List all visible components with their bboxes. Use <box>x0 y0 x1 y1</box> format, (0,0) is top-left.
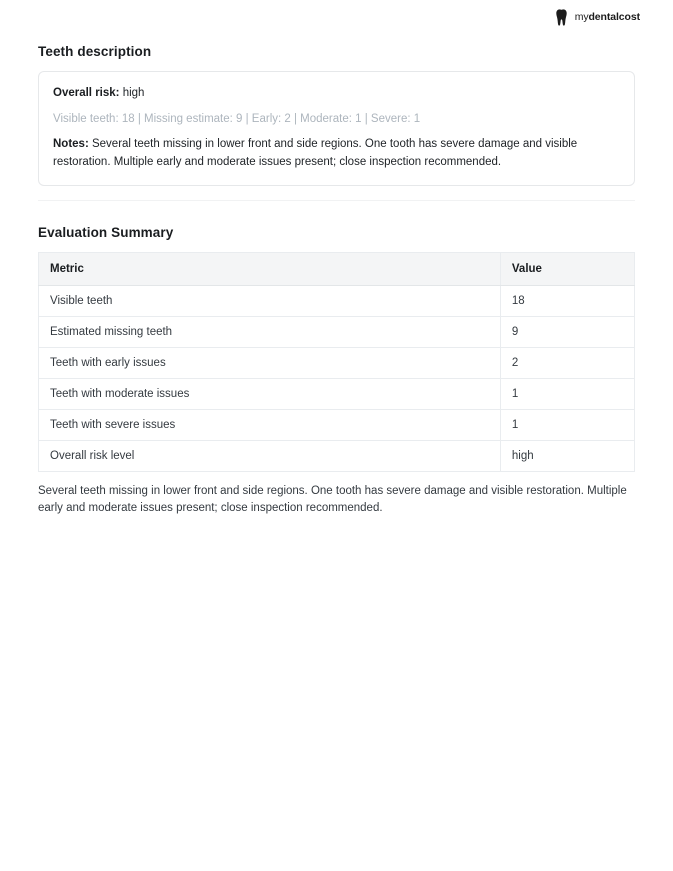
brand-logo <box>556 9 640 26</box>
cell-metric: Teeth with moderate issues <box>39 378 501 409</box>
brand-name-bold: dentalcost <box>588 11 640 23</box>
teeth-stats-line: Visible teeth: 18 | Missing estimate: 9 | Early: 2 | Moderate: 1 | Severe: 1 <box>53 112 421 125</box>
cell-value: 9 <box>500 316 634 347</box>
cell-value: 1 <box>500 378 634 409</box>
table-row <box>39 316 635 347</box>
brand-name-light: my <box>574 11 589 23</box>
cell-value: 2 <box>500 347 634 378</box>
table-body <box>39 285 635 471</box>
table-row <box>39 378 635 409</box>
table-row <box>39 440 635 471</box>
cell-metric: Estimated missing teeth <box>39 316 501 347</box>
cell-value: high <box>500 440 634 471</box>
brand-header <box>0 0 673 28</box>
cell-metric: Visible teeth <box>39 285 501 316</box>
overall-risk-label: Overall risk: <box>53 87 120 99</box>
table-head <box>39 252 635 285</box>
table-header-row <box>39 252 635 285</box>
cell-value: 18 <box>500 285 634 316</box>
column-header-metric: Metric <box>39 252 501 285</box>
table-row <box>39 347 635 378</box>
teeth-description-title: Teeth description <box>38 44 152 59</box>
overall-risk-value: high <box>122 87 145 99</box>
table-row <box>39 285 635 316</box>
column-header-value: Value <box>500 252 634 285</box>
overall-risk-line <box>53 85 620 102</box>
summary-footnote: Several teeth missing in lower front and side regions. One tooth has severe damage and visible restoration. Multiple early and moderate issues present; close inspection recommended. <box>38 484 627 515</box>
notes-line <box>53 136 620 171</box>
teeth-description-card <box>38 71 635 186</box>
section-divider <box>38 200 635 201</box>
notes-label: Notes: <box>53 138 89 151</box>
tooth-icon <box>556 9 571 26</box>
cell-value: 1 <box>500 409 634 440</box>
evaluation-summary-title: Evaluation Summary <box>38 224 174 240</box>
table-row <box>39 409 635 440</box>
cell-metric: Teeth with early issues <box>39 347 501 378</box>
cell-metric: Overall risk level <box>50 449 135 462</box>
notes-text: Several teeth missing in lower front and side regions. One tooth has severe damage and visible restoration. Multiple early and moderate issues present; close inspection recommended. <box>53 138 578 168</box>
cell-metric: Teeth with severe issues <box>39 409 501 440</box>
brand-name <box>575 11 640 23</box>
content-area <box>0 44 673 517</box>
evaluation-summary-table <box>38 252 635 472</box>
